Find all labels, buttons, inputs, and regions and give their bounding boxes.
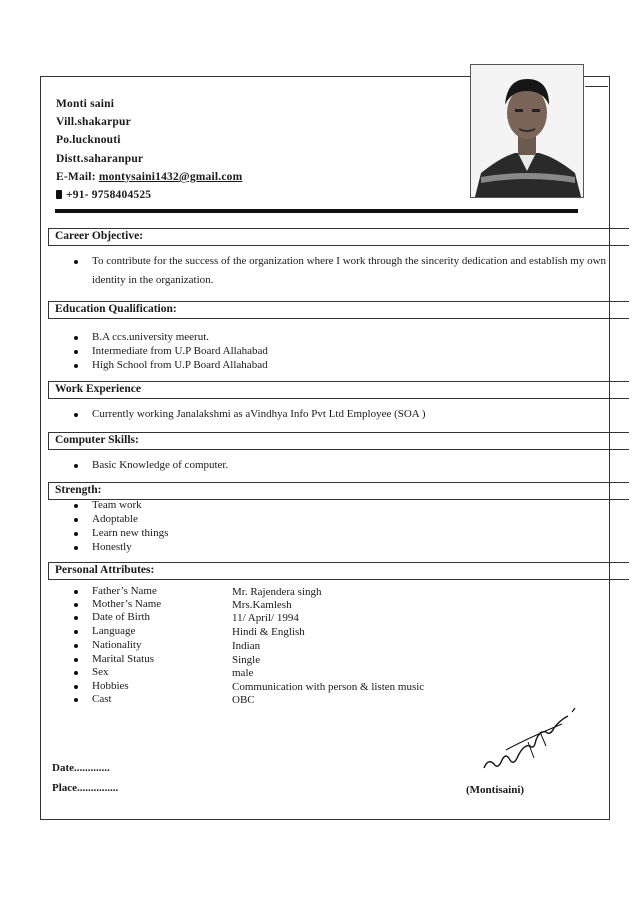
education-item: High School from U.P Board Allahabad bbox=[92, 359, 268, 371]
section-strength bbox=[48, 482, 629, 500]
strength-item: Adoptable bbox=[92, 513, 138, 525]
person-photo-icon bbox=[471, 65, 583, 197]
personal-value: Single bbox=[232, 654, 261, 666]
phone-icon bbox=[56, 190, 62, 199]
personal-label: Mother’s Name bbox=[92, 598, 162, 610]
personal-value: OBC bbox=[232, 694, 255, 706]
section-career-objective bbox=[48, 228, 629, 246]
personal-label: Language bbox=[92, 625, 136, 637]
section-title: Education Qualification: bbox=[55, 303, 177, 315]
section-title: Work Experience bbox=[55, 383, 141, 395]
section-computer-skills bbox=[48, 432, 629, 450]
work-item: Currently working Janalakshmi as aVindhya Info Pvt Ltd Employee (SOA ) bbox=[92, 408, 426, 420]
education-item: Intermediate from U.P Board Allahabad bbox=[92, 345, 268, 357]
header-divider bbox=[55, 209, 578, 213]
career-objective-text: To contribute for the success of the organization where I work through the sincerity dedication and establish my own bbox=[92, 255, 607, 267]
personal-label: Hobbies bbox=[92, 680, 129, 692]
signature-scribble bbox=[476, 702, 586, 780]
frame-divider bbox=[585, 86, 608, 87]
address-village: Vill.shakarpur bbox=[56, 116, 131, 128]
phone-row bbox=[56, 189, 151, 201]
personal-value: Mr. Rajendera singh bbox=[232, 586, 322, 598]
address-post-office: Po.lucknouti bbox=[56, 134, 121, 146]
section-title: Career Objective: bbox=[55, 230, 144, 242]
section-title: Strength: bbox=[55, 484, 102, 496]
candidate-name: Monti saini bbox=[56, 98, 115, 110]
career-objective-text-cont: identity in the organization. bbox=[92, 274, 214, 286]
email-label: E-Mail: bbox=[56, 171, 96, 183]
address-district: Distt.saharanpur bbox=[56, 153, 144, 165]
email-link[interactable]: montysaini1432@gmail.com bbox=[98, 171, 243, 183]
date-field: Date............. bbox=[52, 762, 110, 774]
personal-label: Nationality bbox=[92, 639, 142, 651]
strength-item: Team work bbox=[92, 499, 142, 511]
personal-value: male bbox=[232, 667, 254, 679]
strength-item: Honestly bbox=[92, 541, 132, 553]
personal-value: Hindi & English bbox=[232, 626, 305, 638]
phone-number: +91- 9758404525 bbox=[66, 189, 152, 201]
personal-value: Indian bbox=[232, 640, 261, 652]
personal-label: Date of Birth bbox=[92, 611, 151, 623]
personal-label: Marital Status bbox=[92, 653, 155, 665]
personal-value: Communication with person & listen music bbox=[232, 681, 425, 693]
section-work-experience bbox=[48, 381, 629, 399]
personal-label: Cast bbox=[92, 693, 112, 705]
place-field: Place............... bbox=[52, 782, 119, 794]
section-education bbox=[48, 301, 629, 319]
signature-name: (Montisaini) bbox=[466, 784, 525, 796]
section-title: Computer Skills: bbox=[55, 434, 139, 446]
computer-skill-item: Basic Knowledge of computer. bbox=[92, 459, 229, 471]
profile-photo bbox=[470, 64, 584, 198]
personal-label: Sex bbox=[92, 666, 109, 678]
email-row bbox=[56, 171, 242, 183]
personal-label: Father’s Name bbox=[92, 585, 157, 597]
strength-item: Learn new things bbox=[92, 527, 169, 539]
personal-value: 11/ April/ 1994 bbox=[232, 612, 299, 624]
section-personal-attributes bbox=[48, 562, 629, 580]
education-item: B.A ccs.university meerut. bbox=[92, 331, 210, 343]
personal-value: Mrs.Kamlesh bbox=[232, 599, 292, 611]
section-title: Personal Attributes: bbox=[55, 564, 155, 576]
